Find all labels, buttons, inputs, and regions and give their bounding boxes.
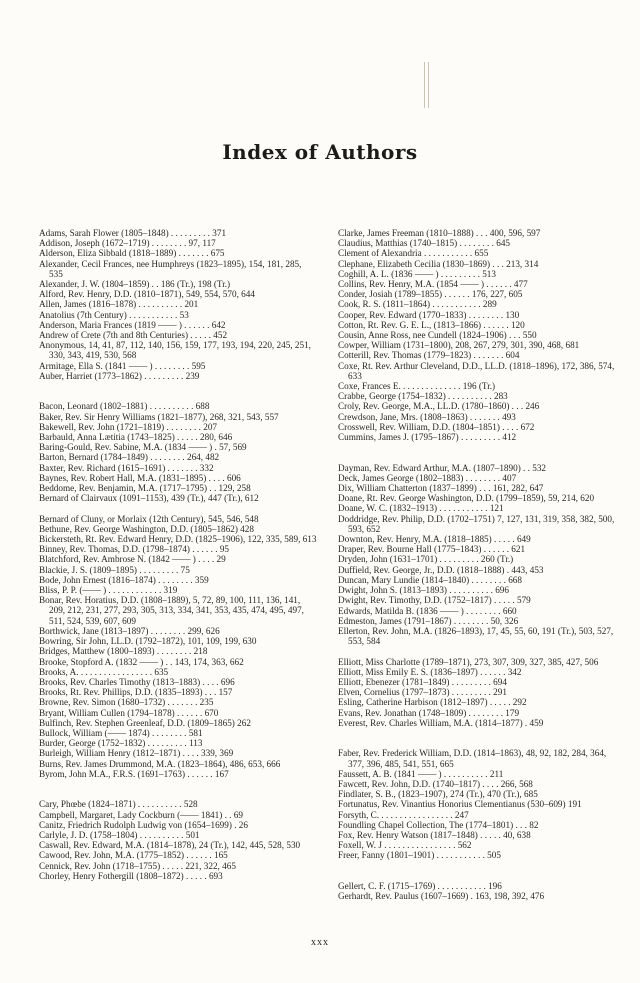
- index-entry: Bickersteth, Rt. Rev. Edward Henry, D.D. (1825–1906), 122, 335, 589, 613: [39, 534, 317, 545]
- index-entry: Dwight, John S. (1813–1893) . . . . . . . . . . 696: [338, 585, 509, 596]
- index-entry: Bode, John Ernest (1816–1874) . . . . . . . . 359: [39, 574, 209, 585]
- index-entry: Byrom, John M.A., F.R.S. (1691–1763) . . . . . . 167: [39, 768, 229, 779]
- index-entry: Borthwick, Jane (1813–1897) . . . . . . . . 299, 626: [39, 625, 220, 636]
- index-entry: Addison, Joseph (1672–1719) . . . . . . . . 97, 117: [39, 238, 216, 249]
- index-entry: Caswall, Rev. Edward, M.A. (1814–1878), 24 (Tr.), 142, 445, 528, 530: [39, 840, 301, 851]
- index-entry: Alexander, Cecil Frances, nee Humphreys (1823–1895), 154, 181, 285, 535: [39, 258, 302, 279]
- index-entry: Crewdson, Jane, Mrs. (1808–1863) . . . . . . . 493: [338, 411, 516, 422]
- index-entry: Barton, Bernard (1784–1849) . . . . . . . . 264, 482: [39, 452, 220, 463]
- index-entry: Bonar, Rev. Horatius, D.D. (1808–1889), 5, 72, 89, 100, 111, 136, 141, 209, 212, 231, 277, 293, 305, 313, 334, 341, 353, 435, 474, 495, 497, 511, 524, 539, 607, 609: [39, 595, 304, 626]
- index-entry: Cotterill, Rev. Thomas (1779–1823) . . . . . . . 604: [338, 350, 520, 361]
- right-index-column: [338, 228, 620, 901]
- index-entry: Bliss, P. P. (—— ) . . . . . . . . . . . . 319: [39, 585, 178, 596]
- index-entry: Fox, Rev. Henry Watson (1817–1848) . . . . . 40, 638: [338, 829, 531, 840]
- index-entry: Binney, Rev. Thomas, D.D. (1798–1874) . . . . . . 95: [39, 544, 230, 555]
- index-entry: Cummins, James J. (1795–1867) . . . . . . . . . 412: [338, 432, 517, 443]
- index-entry: Fawcett, Rev. John, D.D. (1740–1817) . . . . 266, 568: [338, 778, 533, 789]
- index-entry: Burns, Rev. James Drummond, M.A. (1823–1864), 486, 653, 666: [39, 758, 281, 769]
- index-entry: Brooke, Stopford A. (1832 —— ) . . 143, 174, 363, 662: [39, 656, 244, 667]
- index-entry: Gerhardt, Rev. Paulus (1607–1669) . 163, 198, 392, 476: [338, 891, 545, 902]
- index-entry: Bethune, Rev. George Washington, D.D. (1805–1862) 428: [39, 523, 254, 534]
- index-entry: Alderson, Eliza Sibbald (1818–1889) . . . . . . . 675: [39, 248, 225, 259]
- index-entry: Gellert, C. F. (1715–1769) . . . . . . . . . . . 196: [338, 880, 502, 891]
- binding-marks: [424, 62, 430, 108]
- index-entry: Adams, Sarah Flower (1805–1848) . . . . . . . . . 371: [39, 228, 227, 238]
- index-entry: Dayman, Rev. Edward Arthur, M.A. (1807–1890) . . 532: [338, 462, 547, 473]
- page-title: Index of Authors: [222, 140, 418, 164]
- index-entry: Dryden, John (1631–1701) . . . . . . . . . 260 (Tr.): [338, 554, 514, 565]
- index-entry: Cooper, Rev. Edward (1770–1833) . . . . . . . . 130: [338, 309, 520, 320]
- index-entry: Brooks, Rt. Rev. Phillips, D.D. (1835–1893) . . . 157: [39, 687, 233, 698]
- index-entry: Brooks, Rev. Charles Timothy (1813–1883) . . . . 696: [39, 676, 235, 687]
- index-entry: Edwards, Matilda B. (1836 —— ) . . . . . . . . 660: [338, 605, 517, 616]
- index-entry: Bridges, Matthew (1800–1893) . . . . . . . . 218: [39, 646, 208, 657]
- index-entry: Elven, Cornelius (1797–1873) . . . . . . . . . 291: [338, 687, 507, 698]
- index-entry: Evans, Rev. Jonathan (1748–1809) . . . . . . . . 179: [338, 707, 520, 718]
- index-entry: Bakewell, Rev. John (1721–1819) . . . . . . . . 207: [39, 421, 218, 432]
- index-entry: Carlyle, J. D. (1758–1804) . . . . . . . . . . 501: [39, 829, 200, 840]
- index-entry: Auber, Harriet (1773–1862) . . . . . . . . . 239: [39, 370, 200, 381]
- index-entry: Bowring, Sir John, LL.D. (1792–1872), 101, 109, 199, 630: [39, 636, 257, 647]
- index-entry: Burleigh, William Henry (1812–1871) . . . . 339, 369: [39, 748, 234, 759]
- index-entry: Faber, Rev. Frederick William, D.D. (1814–1863), 48, 92, 182, 284, 364, 377, 396, 485, 541, 551, 665: [338, 748, 607, 769]
- index-entry: Freer, Fanny (1801–1901) . . . . . . . . . . . 505: [338, 850, 501, 861]
- index-entry: Anderson, Maria Frances (1819 —— ) . . . . . . 642: [39, 319, 226, 330]
- index-entry: Dwight, Rev. Timothy, D.D. (1752–1817) . . . . . 579: [338, 595, 531, 606]
- index-entry: Coghill, A. L. (1836 —— ) . . . . . . . . . 513: [338, 268, 496, 279]
- index-entry: Baynes, Rev. Robert Hall, M.A. (1831–1895) . . . . 606: [39, 472, 241, 483]
- index-entry: Bulfinch, Rev. Stephen Greenleaf, D.D. (1809–1865) 262: [39, 717, 251, 728]
- index-entry: Deck, James George (1802–1883) . . . . . . . . 407: [338, 472, 517, 483]
- index-entry: Cotton, Rt. Rev. G. E. L., (1813–1866) . . . . . . 120: [338, 319, 525, 330]
- index-entry: Blatchford, Rev. Ambrose N. (1842 —— ) . . . . 29: [39, 554, 226, 565]
- index-entry: Duffield, Rev. George, Jr., D.D. (1818–1888) . 443, 453: [338, 564, 544, 575]
- left-index-column: [39, 228, 317, 881]
- index-entry: Draper, Rev. Bourne Hall (1775–1843) . . . . . . 621: [338, 544, 526, 555]
- index-entry: Conder, Josiah (1789–1855) . . . . . . 176, 227, 605: [338, 289, 523, 300]
- index-entry: Brooks, A. . . . . . . . . . . . . . . . . 635: [39, 666, 169, 677]
- index-entry: Croly, Rev. George, M.A., LL.D. (1780–1860) . . . 246: [338, 401, 540, 412]
- index-entry: Beddome, Rev. Benjamin, M.A. (1717–1795) . . 129, 258: [39, 483, 251, 494]
- index-entry: Clement of Alexandria . . . . . . . . . . . 655: [338, 248, 489, 259]
- index-entry: Bacon, Leonard (1802–1881) . . . . . . . . . . 688: [39, 401, 210, 412]
- index-entry: Bernard of Cluny, or Morlaix (12th Century), 545, 546, 548: [39, 513, 259, 524]
- index-entry: Bullock, William (—— 1874) . . . . . . . . 581: [39, 727, 203, 738]
- index-entry: Foxell, W. J . . . . . . . . . . . . . . . . 562: [338, 840, 472, 851]
- index-entry: Fortunatus, Rev. Vinantius Honorius Clementianus (530–609) 191: [338, 799, 582, 810]
- index-entry: Baxter, Rev. Richard (1615–1691) . . . . . . . 332: [39, 462, 214, 473]
- index-entry: Armitage, Ella S. (1841 —— ) . . . . . . . . 595: [39, 360, 206, 371]
- index-entry: Chorley, Henry Fothergill (1808–1872) . . . . . 693: [39, 870, 223, 881]
- index-entry: Allen, James (1816–1878) . . . . . . . . . . 201: [39, 299, 199, 310]
- index-entry: Browne, Rev. Simon (1680–1732) . . . . . . . 235: [39, 697, 214, 708]
- index-entry: Campbell, Margaret, Lady Cockburn (—— 1841) . . 69: [39, 809, 243, 820]
- index-entry: Edmeston, James (1791–1867) . . . . . . . . 50, 326: [338, 615, 519, 626]
- index-entry: Elliott, Ebenezer (1781–1849) . . . . . . . . . 694: [338, 676, 507, 687]
- index-entry: Elliott, Miss Emily E. S. (1836–1897) . . . . . . 342: [338, 666, 522, 677]
- index-entry: Everest, Rev. Charles William, M.A. (1814–1877) . 459: [338, 717, 544, 728]
- index-entry: Canitz, Friedrich Rudolph Ludwig von (1654–1699) . 26: [39, 819, 248, 830]
- index-entry: Doane, Rt. Rev. George Washington, D.D. (1799–1859), 59, 214, 620: [338, 493, 595, 504]
- index-entry: Anonymous, 14, 41, 87, 112, 140, 156, 159, 177, 193, 194, 220, 245, 251, 330, 343, 419, 530, 568: [39, 340, 311, 361]
- index-entry: Alexander, J. W. (1804–1859) . . 186 (Tr.), 198 (Tr.): [39, 279, 231, 290]
- index-entry: Andrew of Crete (7th and 8th Centuries) . . . . . 452: [39, 330, 228, 341]
- index-entry: Cowper, William (1731–1800), 208, 267, 279, 301, 390, 468, 681: [338, 340, 580, 351]
- index-entry: Faussett, A. B. (1841 —— ) . . . . . . . . . . 211: [338, 768, 504, 779]
- index-entry: Cook, R. S. (1811–1864) . . . . . . . . . . . 289: [338, 299, 497, 310]
- index-entry: Clephane, Elizabeth Cecilia (1830–1869) . . . 213, 314: [338, 258, 539, 269]
- index-entry: Burder, George (1752–1832) . . . . . . . . . 113: [39, 738, 203, 749]
- index-entry: Doddridge, Rev. Philip, D.D. (1702–1751) 7, 127, 131, 319, 358, 382, 500, 593, 652: [338, 513, 615, 534]
- index-entry: Findlater, S. B., (1823–1907), 274 (Tr.), 470 (Tr.), 685: [338, 789, 538, 800]
- index-entry: Alford, Rev. Henry, D.D. (1810–1871), 549, 554, 570, 644: [39, 289, 255, 300]
- index-entry: Anatolius (7th Century) . . . . . . . . . . . 53: [39, 309, 189, 320]
- index-entry: Clarke, James Freeman (1810–1888) . . . 400, 596, 597: [338, 228, 541, 238]
- index-entry: Ellerton, Rev. John, M.A. (1826–1893), 17, 45, 55, 60, 191 (Tr.), 503, 527, 553, 584: [338, 625, 614, 647]
- index-entry: Esling, Catherine Harbison (1812–1897) . . . . . 292: [338, 697, 527, 708]
- index-entry: Crosswell, Rev. William, D.D. (1804–1851) . . . . 672: [338, 421, 535, 432]
- index-entry: Collins, Rev. Henry, M.A. (1854 —— ) . . . . . . 477: [338, 279, 528, 290]
- index-entry: Downton, Rev. Henry, M.A. (1818–1885) . . . . . 649: [338, 534, 531, 545]
- index-entry: Cousin, Anne Ross, nee Cundell (1824–1906) . . . 550: [338, 330, 537, 341]
- index-entry: Cawood, Rev. John, M.A. (1775–1852) . . . . . . 165: [39, 850, 228, 861]
- index-entry: Barbauld, Anna Lætitia (1743–1825) . . . . . 280, 646: [39, 432, 233, 443]
- index-entry: Baker, Rev. Sir Henry Williams (1821–1877), 268, 321, 543, 557: [39, 411, 279, 422]
- index-entry: Bryant, William Cullen (1794–1878) . . . . . . 670: [39, 707, 219, 718]
- index-entry: Coxe, Frances E. . . . . . . . . . . . . . 196 (Tr.): [338, 381, 496, 392]
- index-entry: Cary, Phœbe (1824–1871) . . . . . . . . . . 528: [39, 799, 198, 810]
- index-entry: Coxe, Rt. Rev. Arthur Cleveland, D.D., LL.D. (1818–1896), 172, 386, 574, 633: [338, 360, 615, 381]
- index-entry: Blackie, J. S. (1809–1895) . . . . . . . . . 75: [39, 564, 190, 575]
- index-entry: Duncan, Mary Lundie (1814–1840) . . . . . . . . 668: [338, 574, 522, 585]
- page-number: xxx: [311, 937, 329, 948]
- index-entry: Baring-Gould, Rev. Sabine, M.A. (1834 —— ) . 57, 569: [39, 442, 247, 453]
- index-entry: Cennick, Rev. John (1718–1755) . . . . . 221, 322, 465: [39, 860, 236, 871]
- index-entry: Foundling Chapel Collection, The (1774–1801) . . . 82: [338, 819, 539, 830]
- index-entry: Forsyth, C. . . . . . . . . . . . . . . . . 247: [338, 809, 469, 820]
- index-entry: Bernard of Clairvaux (1091–1153), 439 (Tr.), 447 (Tr.), 612: [39, 493, 259, 504]
- index-entry: Doane, W. C. (1832–1913) . . . . . . . . . . . 121: [338, 503, 504, 514]
- index-entry: Dix, William Chatterton (1837–1899) . . . 161, 282, 647: [338, 483, 544, 494]
- index-entry: Elliott, Miss Charlotte (1789–1871), 273, 307, 309, 327, 385, 427, 506: [338, 656, 599, 667]
- index-entry: Claudius, Matthias (1740–1815) . . . . . . . . 645: [338, 238, 511, 249]
- index-entry: Crabbe, George (1754–1832) . . . . . . . . . . 283: [338, 391, 508, 402]
